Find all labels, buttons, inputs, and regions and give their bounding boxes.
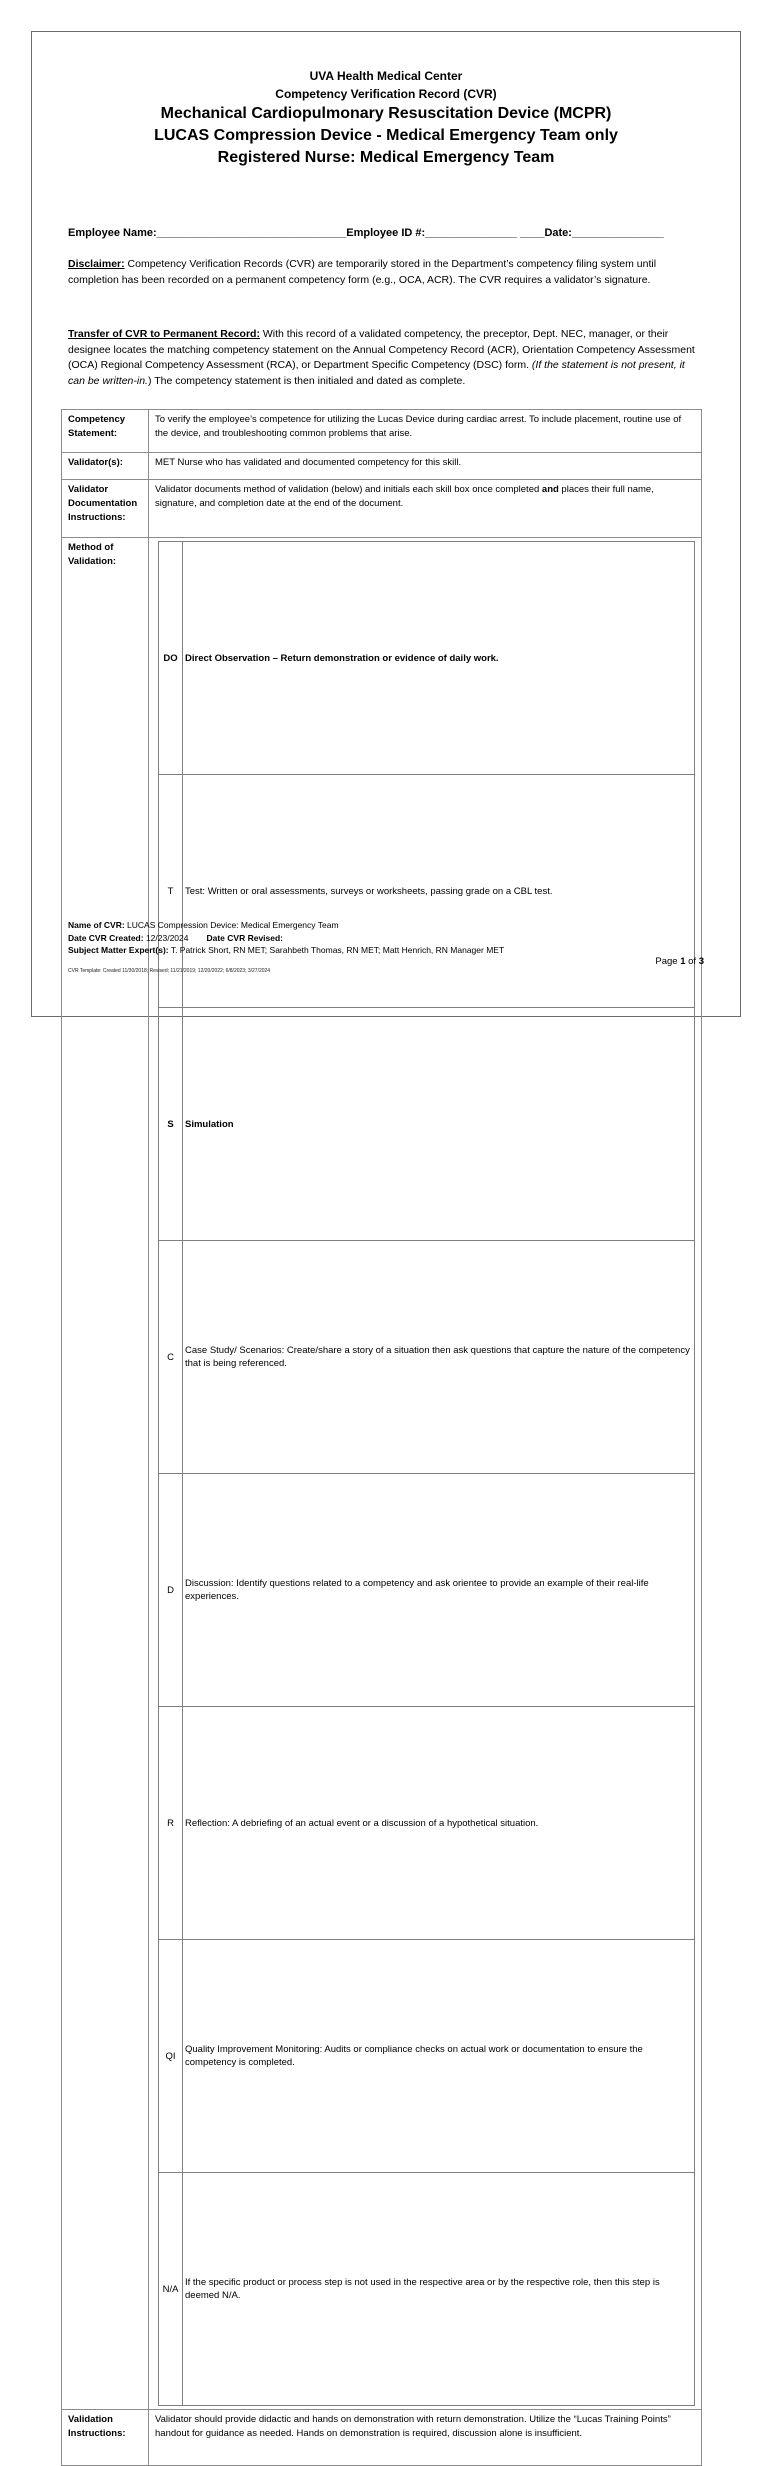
page-prefix: Page — [655, 956, 681, 967]
cvr-name-line — [68, 919, 504, 932]
page-current: 1 — [680, 956, 686, 967]
org-name: UVA Health Medical Center — [309, 69, 463, 83]
cvr-name-value: LUCAS Compression Device: Medical Emergency Team — [124, 920, 339, 930]
table-row — [62, 453, 702, 480]
method-code: R — [159, 1707, 183, 1940]
table-row — [62, 480, 702, 538]
validators-text: MET Nurse who has validated and documented competency for this skill. — [149, 453, 702, 480]
sme-label: Subject Matter Expert(s): — [68, 945, 169, 955]
page-of: of — [685, 956, 699, 967]
created-value: 12/23/2024 — [143, 932, 189, 943]
methods-table — [158, 541, 695, 2406]
method-desc: Case Study/ Scenarios: Create/share a story of a situation then ask questions that capture the nature of the competency that is being referenced. — [183, 1241, 695, 1474]
method-code: DO — [159, 542, 183, 775]
method-row — [159, 1008, 695, 1241]
cvr-dates-line — [68, 932, 504, 945]
competency-table — [61, 409, 702, 2466]
table-row — [62, 2410, 702, 2466]
transfer-tail: ) The competency statement is then initialed and dated as complete. — [147, 374, 466, 387]
method-desc: Quality Improvement Monitoring: Audits or compliance checks on actual work or documentation to ensure the competency is completed. — [183, 1940, 695, 2173]
method-code: S — [159, 1008, 183, 1241]
role-title: Registered Nurse: Medical Emergency Team — [217, 149, 555, 166]
method-desc: Test: Written or oral assessments, surveys or worksheets, passing grade on a CBL test. — [183, 775, 695, 1008]
method-label: Method of Validation: — [62, 538, 149, 2410]
method-row — [159, 1474, 695, 1707]
device-title: Mechanical Cardiopulmonary Resuscitation Device (MCPR) — [160, 105, 612, 122]
method-code: N/A — [159, 2173, 183, 2406]
competency-statement-label: Competency Statement: — [62, 410, 149, 453]
page-total: 3 — [698, 956, 704, 967]
sme-value: T. Patrick Short, RN MET; Sarahbeth Thomas, RN MET; Matt Henrich, RN Manager MET — [168, 945, 505, 955]
transfer-paragraph — [68, 327, 700, 389]
employee-info-line[interactable]: Employee Name:_______________________________Employee ID #:_______________ ____Date:_______________ — [68, 227, 664, 239]
validator-doc-text — [149, 480, 702, 538]
method-desc: Reflection: A debriefing of an actual event or a discussion of a hypothetical situation. — [183, 1707, 695, 1940]
method-cell — [149, 538, 702, 2410]
method-row — [159, 1940, 695, 2173]
transfer-text: With this record of a validated competency, the preceptor, Dept. NEC, manager, or their designee locates the matching competency statement on the Annual Competency Record (ACR), Orientation Competency Assessment (OCA) Regional Competency Assessment (RCA), or Department Specific Competency (DSC) form. — [68, 328, 695, 371]
validator-doc-label: Validator Documentation Instructions: — [62, 480, 149, 538]
method-row — [159, 542, 695, 775]
table-row — [62, 538, 702, 2410]
document-header — [31, 67, 741, 169]
doc-text-a: Validator documents method of validation (below) and initials each skill box once completed — [155, 484, 542, 495]
disclaimer-heading: Disclaimer: — [68, 258, 125, 270]
doc-text-bold: and — [541, 484, 559, 495]
team-title: LUCAS Compression Device - Medical Emergency Team only — [154, 127, 618, 144]
page-number — [655, 956, 704, 967]
transfer-italic-note: (If the statement is not present, it can be written-in. — [68, 359, 685, 387]
template-note: CVR Template: Created 11/30/2018; Revised; 11/21/2019; 12/20/2022; 6/8/2023; 3/27/2024 — [68, 968, 271, 974]
method-desc: If the specific product or process step is not used in the respective area or by the respective role, then this step is deemed N/A. — [183, 2173, 695, 2406]
method-code: D — [159, 1474, 183, 1707]
disclaimer-text: Competency Verification Records (CVR) are temporarily stored in the Department’s competency filing system until completion has been recorded on a permanent competency form (e.g., OCA, ACR). The CVR requires a validator’s signature. — [68, 258, 657, 286]
validation-instructions-label: Validation Instructions: — [62, 2410, 149, 2466]
transfer-heading: Transfer of CVR to Permanent Record: — [68, 328, 260, 340]
method-row — [159, 2173, 695, 2406]
revised-label: Date CVR Revised: — [206, 932, 284, 943]
method-desc: Simulation — [183, 1008, 695, 1241]
method-desc: Direct Observation – Return demonstration or evidence of daily work. — [183, 542, 695, 775]
method-row — [159, 1707, 695, 1940]
created-label: Date CVR Created: — [68, 932, 144, 943]
method-code: C — [159, 1241, 183, 1474]
method-desc: Discussion: Identify questions related to a competency and ask orientee to provide an example of their real-life experiences. — [183, 1474, 695, 1707]
validators-label: Validator(s): — [62, 453, 149, 480]
doc-text-b: places their full name, signature, and completion date at the end of the document. — [155, 484, 654, 509]
method-row — [159, 1241, 695, 1474]
document-footer — [68, 919, 504, 957]
competency-statement-text: To verify the employee’s competence for utilizing the Lucas Device during cardiac arrest. To include placement, routine use of the device, and troubleshooting common problems that arise. — [149, 410, 702, 453]
table-row — [62, 410, 702, 453]
method-code: T — [159, 775, 183, 1008]
disclaimer-paragraph — [68, 257, 700, 288]
sme-line — [68, 944, 504, 957]
validation-instructions-text: Validator should provide didactic and hands on demonstration with return demonstration. Utilize the “Lucas Training Points” handout for guidance as needed. Hands on demonstration is required, discussion alone is insufficient. — [149, 2410, 702, 2466]
method-code: QI — [159, 1940, 183, 2173]
cvr-name-label: Name of CVR: — [68, 920, 125, 930]
record-type: Competency Verification Record (CVR) — [275, 87, 497, 101]
